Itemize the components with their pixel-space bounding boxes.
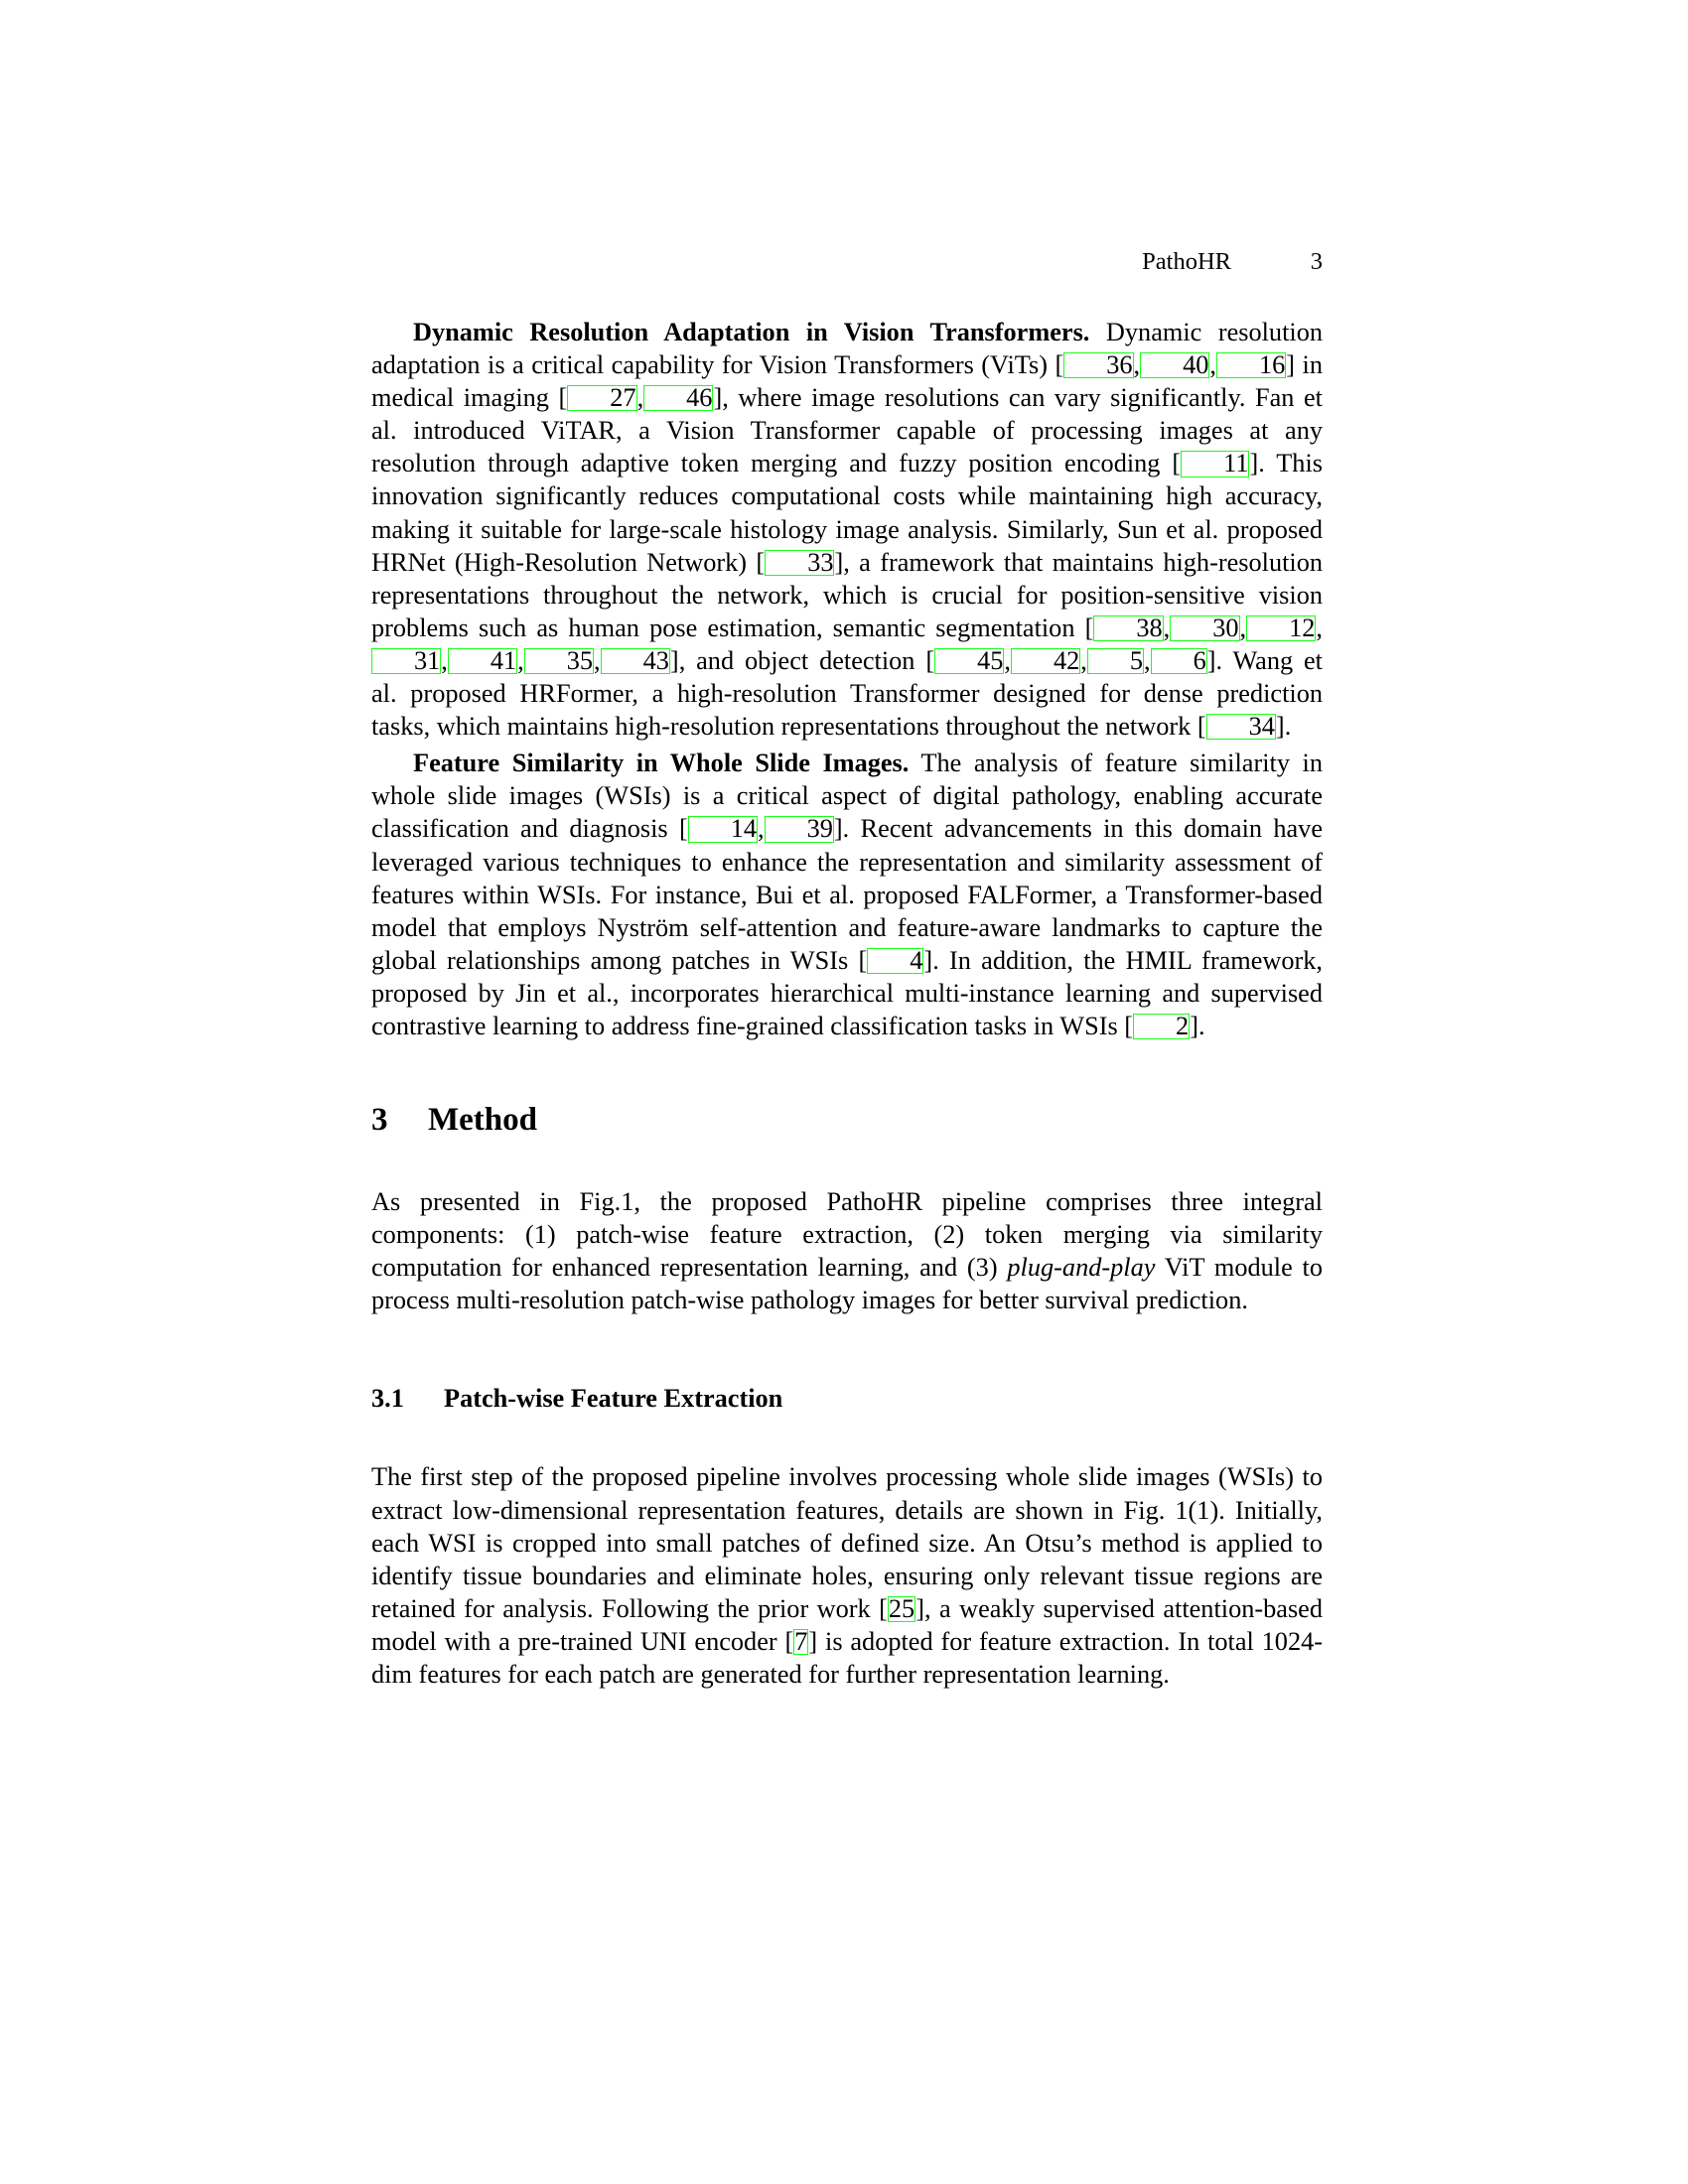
citation-link[interactable]: 7 <box>794 1626 808 1656</box>
paragraph-method-overview <box>371 1185 1323 1316</box>
citation-link[interactable]: 36 <box>1063 352 1133 378</box>
text-run: ViT module to process multi-resolution patch-wise pathology images for better survival prediction. <box>371 1253 1324 1315</box>
text-run: . In addition, the HMIL framework, proposed by Jin et al., incorporates hierarchical multi-instance learning and supervised contrastive learning to address fine-grained classification tasks in WSIs <box>371 945 1323 1040</box>
subsection-title: Patch-wise Feature Extraction <box>444 1384 783 1414</box>
emphasis-text: plug-and-play <box>1007 1253 1156 1283</box>
text-run: As presented in Fig.1, the proposed PathoHR pipeline comprises three integral components: (1) patch-wise feature extraction, (2) token merging via similarity computation for enhanced representation learning, and (3) <box>371 1187 1323 1283</box>
page-number: 3 <box>1310 248 1323 275</box>
text-run: , a framework that maintains high-resolution representations throughout the network, which is crucial for position-sensitive vision problems such as human pose estimation, semantic segmentation <box>371 547 1324 642</box>
citation-link[interactable]: 35 <box>524 648 594 674</box>
citation-link[interactable]: 38 <box>1093 615 1163 641</box>
citation-link[interactable]: 41 <box>448 648 517 674</box>
citation-link[interactable]: 25 <box>888 1593 915 1623</box>
citation-link[interactable]: 27 <box>567 385 636 411</box>
subsection-heading-patch-extraction <box>371 1382 1323 1415</box>
citation-link[interactable]: 2 <box>1133 1014 1190 1039</box>
citation-link[interactable]: 16 <box>1216 352 1286 378</box>
running-head-title: PathoHR <box>1142 248 1231 275</box>
citation-link[interactable]: 43 <box>601 648 670 674</box>
citation-link[interactable]: 46 <box>643 385 713 411</box>
page-body <box>371 316 1323 1691</box>
citation-link[interactable]: 45 <box>934 648 1004 674</box>
citation-link[interactable]: 5 <box>1087 648 1144 674</box>
citation-link[interactable]: 30 <box>1170 615 1239 641</box>
text-run: . Wang et al. proposed HRFormer, a high-resolution Transformer designed for dense prediction tasks, which maintains high-resolution representations throughout the network <box>371 645 1323 742</box>
citation-link[interactable]: 31 <box>371 648 441 674</box>
text-run: . <box>1197 1011 1205 1040</box>
citation-link[interactable]: 33 <box>765 550 834 576</box>
citation-link[interactable]: 42 <box>1011 648 1080 674</box>
subsection-number: 3.1 <box>371 1384 404 1414</box>
text-run: , a weakly supervised attention-based model with a pre-trained UNI encoder <box>371 1593 1324 1656</box>
text-run: is adopted for feature extraction. In total 1024-dim features for each patch are generated for further representation learning. <box>371 1626 1323 1689</box>
citation-link[interactable]: 14 <box>688 816 758 842</box>
paragraph-heading: Dynamic Resolution Adaptation in Vision Transformers. <box>413 318 1090 346</box>
running-head <box>371 248 1323 288</box>
citation-link[interactable]: 12 <box>1246 615 1316 641</box>
text-run: in medical imaging <box>371 350 1324 413</box>
section-heading-method <box>371 1100 1323 1140</box>
text-run: . <box>1284 712 1292 742</box>
text-run: The analysis of feature similarity in whole slide images (WSIs) is a critical aspect of digital pathology, enabling accurate classification and diagnosis <box>371 749 1323 844</box>
citation-link[interactable]: 34 <box>1206 714 1276 740</box>
section-title: Method <box>428 1102 537 1139</box>
paragraph-dynamic-resolution: Dynamic Resolution Adaptation in Vision Transformers. Dynamic resolution adaptation is a critical capability for Vision Transformers (ViTs) [ 36, 40, 16] in medical imaging [ 27, 46], where image resolutions can vary significantly. Fan et al. introduced ViTAR, a Vision Transformer capable of processing images at any resolution through adaptive token merging and fuzzy position encoding [ 11]. This innovation significantly reduces computational costs while maintaining high accuracy, making it suitable for large-scale histology image analysis. Similarly, Sun et al. proposed HRNet (High-Resolution Network) [ 33], a framework that maintains high-resolution representations throughout the network, which is crucial for position-sensitive vision problems such as human pose estimation, semantic segmentation [ 38, 30, 12,31, 41, 35, 43], and object detection [ 45, 42, 5, 6]. Wang et al. proposed HRFormer, a high-resolution Transformer designed for dense prediction tasks, which maintains high-resolution representations throughout the network [ 34]. <box>371 318 1324 742</box>
text-run: , and object detection <box>678 645 926 675</box>
paragraph-feature-similarity: Feature Similarity in Whole Slide Images. The analysis of feature similarity in whole slide images (WSIs) is a critical aspect of digital pathology, enabling accurate classification and diagnosis [ 14, 39]. Recent advancements in this domain have leveraged various techniques to enhance the representation and similarity assessment of features within WSIs. For instance, Bui et al. proposed FALFormer, a Transformer-based model that employs Nyström self-attention and feature-aware landmarks to capture the global relationships among patches in WSIs [ 4]. In addition, the HMIL framework, proposed by Jin et al., incorporates hierarchical multi-instance learning and supervised contrastive learning to address fine-grained classification tasks in WSIs [ 2]. <box>371 749 1323 1040</box>
paragraph-patch-extraction: The first step of the proposed pipeline involves processing whole slide images (WSIs) to extract low-dimensional representation features, details are shown in Fig. 1(1). Initially, each WSI is cropped into small patches of defined size. An Otsu’s method is applied to identify tissue boundaries and eliminate holes, ensuring only relevant tissue regions are retained for analysis. Following the prior work [25], a weakly supervised attention-based model with a pre-trained UNI encoder [7] is adopted for feature extraction. In total 1024-dim features for each patch are generated for further representation learning. <box>371 1462 1324 1689</box>
text-run: , where image resolutions can vary significantly. Fan et al. introduced ViTAR, a Vision Transformer capable of processing images at any resolution through adaptive token merging and fuzzy position encoding <box>371 383 1323 478</box>
section-number: 3 <box>371 1102 388 1139</box>
citation-link[interactable]: 11 <box>1181 451 1249 477</box>
paragraph-heading: Feature Similarity in Whole Slide Images. <box>413 749 910 778</box>
citation-link[interactable]: 39 <box>765 816 834 842</box>
text-run: Dynamic resolution adaptation is a critical capability for Vision Transformers (ViTs) <box>371 318 1323 380</box>
text-run: . This innovation significantly reduces computational costs while maintaining high accuracy, making it suitable for large-scale histology image analysis. Similarly, Sun et al. proposed HRNet (High-Resolution Network) <box>371 449 1323 577</box>
citation-link[interactable]: 4 <box>867 948 923 974</box>
text-run: The first step of the proposed pipeline involves processing whole slide images (WSIs) to extract low-dimensional representation features, details are shown in Fig. 1(1). Initially, each WSI is cropped into small patches of defined size. An Otsu’s method is applied to identify tissue boundaries and eliminate holes, ensuring only relevant tissue regions are retained for analysis. Following the prior work <box>371 1462 1323 1623</box>
citation-link[interactable]: 6 <box>1151 648 1207 674</box>
text-run: . Recent advancements in this domain have leveraged various techniques to enhance the representation and similarity assessment of features within WSIs. For instance, Bui et al. proposed FALFormer, a Transformer-based model that employs Nyström self-attention and feature-aware landmarks to capture the global relationships among patches in WSIs <box>371 814 1323 975</box>
citation-link[interactable]: 40 <box>1140 352 1209 378</box>
